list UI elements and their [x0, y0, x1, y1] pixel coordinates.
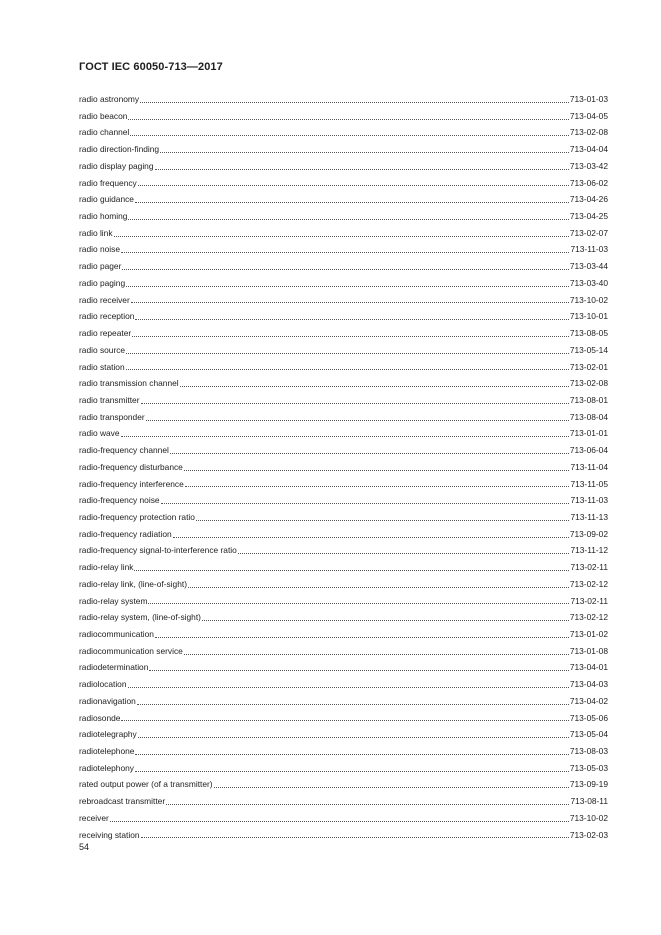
index-term: radiosonde: [79, 712, 121, 723]
index-reference: 713-08-04: [569, 411, 608, 422]
index-reference: 713-04-26: [569, 194, 608, 205]
index-term: radiotelephony: [79, 762, 134, 773]
dot-leader: [202, 620, 569, 621]
index-reference: 713-04-03: [569, 679, 608, 690]
dot-leader: [185, 486, 570, 487]
index-entry: [79, 726, 608, 743]
index-reference: 713-06-04: [569, 445, 608, 456]
index-entry: [79, 225, 608, 242]
dot-leader: [126, 369, 569, 370]
index-reference: 713-04-02: [569, 695, 608, 706]
index-reference: 713-09-02: [569, 528, 608, 539]
index-term: rated output power (of a transmitter): [79, 779, 213, 790]
dot-leader: [132, 336, 569, 337]
index-reference: 713-05-03: [569, 762, 608, 773]
index-reference: 713-06-02: [569, 177, 608, 188]
index-reference: 713-02-01: [569, 361, 608, 372]
index-reference: 713-08-01: [569, 394, 608, 405]
dot-leader: [130, 135, 569, 136]
index-reference: 713-03-44: [569, 261, 608, 272]
index-reference: 713-05-14: [569, 344, 608, 355]
index-reference: 713-04-01: [569, 662, 608, 673]
dot-leader: [138, 185, 569, 186]
index-term: radiotelegraphy: [79, 729, 137, 740]
index-term: radio repeater: [79, 328, 132, 339]
index-entry: [79, 208, 608, 225]
dot-leader: [138, 737, 569, 738]
dot-leader: [135, 771, 569, 772]
dot-leader: [137, 704, 569, 705]
dot-leader: [160, 152, 569, 153]
index-entry: [79, 342, 608, 359]
index-entry: [79, 392, 608, 409]
index-entry: [79, 776, 608, 793]
index-entry: [79, 292, 608, 309]
dot-leader: [114, 236, 569, 237]
index-term: radio-relay system, (line-of-sight): [79, 612, 201, 623]
index-entry: [79, 409, 608, 426]
dot-leader: [121, 252, 569, 253]
dot-leader: [128, 687, 569, 688]
index-term: radio-relay system: [79, 595, 148, 606]
index-reference: 713-02-08: [569, 127, 608, 138]
index-reference: 713-08-05: [569, 328, 608, 339]
index-entry: [79, 308, 608, 325]
index-term: radio transmitter: [79, 394, 140, 405]
index-term: radiocommunication: [79, 629, 154, 639]
index-term: radio beacon: [79, 110, 128, 121]
index-term: radio direction-finding: [79, 144, 160, 155]
dot-leader: [141, 403, 569, 404]
index-term: radio channel: [79, 127, 130, 138]
index-reference: 713-05-06: [569, 712, 608, 723]
index-entry: [79, 609, 608, 626]
index-reference: 713-04-05: [569, 110, 608, 121]
index-term: radio reception: [79, 311, 135, 322]
index-entry: [79, 810, 608, 827]
index-reference: 713-11-03: [570, 244, 608, 255]
index-term: radio guidance: [79, 194, 134, 205]
index-term: radionavigation: [79, 695, 136, 706]
index-reference: 713-11-13: [570, 511, 608, 522]
index-entry: [79, 593, 608, 610]
document-header: ГОСТ IEC 60050-713—2017: [79, 61, 223, 73]
index-reference: 713-10-02: [569, 294, 608, 305]
dot-leader: [166, 804, 569, 805]
dot-leader: [135, 319, 568, 320]
index-reference: 713-02-08: [569, 378, 608, 389]
index-reference: 713-02-11: [570, 595, 608, 606]
index-term: radio frequency: [79, 177, 137, 188]
index-entry: [79, 476, 608, 493]
index-entry: [79, 509, 608, 526]
index-term: radio receiver: [79, 294, 130, 305]
index-reference: 713-03-42: [569, 160, 608, 171]
index-term: rebroadcast transmitter: [79, 796, 166, 807]
index-entry: [79, 659, 608, 676]
dot-leader: [121, 436, 569, 437]
index-reference: 713-11-12: [570, 545, 608, 556]
dot-leader: [161, 503, 570, 504]
index-reference: 713-01-03: [569, 94, 608, 104]
index-reference: 713-01-02: [569, 629, 608, 639]
index-entry: [79, 191, 608, 208]
dot-leader: [121, 720, 568, 721]
index-reference: 713-08-11: [570, 796, 608, 807]
term-index-list: [79, 91, 608, 843]
index-reference: 713-02-12: [569, 578, 608, 589]
index-entry: [79, 626, 608, 643]
dot-leader: [148, 603, 569, 604]
dot-leader: [140, 102, 569, 103]
index-entry: [79, 576, 608, 593]
dot-leader: [128, 119, 568, 120]
index-entry: [79, 124, 608, 141]
index-term: radio display paging: [79, 160, 154, 171]
index-reference: 713-10-02: [569, 812, 608, 823]
index-term: radio-relay link: [79, 562, 134, 573]
index-entry: [79, 325, 608, 342]
index-entry: [79, 175, 608, 192]
index-entry: [79, 359, 608, 376]
index-reference: 713-02-07: [569, 227, 608, 238]
index-entry: [79, 158, 608, 175]
dot-leader: [196, 520, 570, 521]
index-entry: [79, 710, 608, 727]
index-term: radio noise: [79, 244, 120, 255]
page-number: 54: [79, 842, 90, 852]
dot-leader: [155, 169, 569, 170]
index-reference: 713-04-04: [569, 144, 608, 155]
dot-leader: [184, 654, 569, 655]
index-term: radio paging: [79, 277, 126, 288]
index-reference: 713-05-04: [569, 729, 608, 740]
index-term: radiolocation: [79, 679, 127, 690]
index-entry: [79, 459, 608, 476]
dot-leader: [170, 453, 569, 454]
index-term: radio-frequency interference: [79, 478, 184, 489]
index-entry: [79, 793, 608, 810]
dot-leader: [110, 821, 569, 822]
index-entry: [79, 258, 608, 275]
index-reference: 713-10-01: [569, 311, 608, 322]
dot-leader: [149, 670, 568, 671]
index-entry: [79, 676, 608, 693]
dot-leader: [122, 269, 568, 270]
dot-leader: [131, 302, 569, 303]
index-entry: [79, 492, 608, 509]
dot-leader: [238, 553, 570, 554]
index-reference: 713-11-03: [570, 495, 608, 506]
index-entry: [79, 375, 608, 392]
index-term: radio-frequency noise: [79, 495, 160, 506]
index-term: radio-frequency protection ratio: [79, 511, 195, 522]
dot-leader: [184, 470, 570, 471]
index-term: radiodetermination: [79, 662, 149, 673]
dot-leader: [128, 219, 568, 220]
index-term: radio-frequency radiation: [79, 528, 172, 539]
index-term: radiotelephone: [79, 746, 135, 757]
index-entry: [79, 141, 608, 158]
index-term: radio astronomy: [79, 94, 140, 104]
index-term: radio-frequency channel: [79, 445, 169, 456]
index-term: radio-frequency disturbance: [79, 461, 183, 472]
index-reference: 713-01-01: [569, 428, 608, 439]
index-entry: [79, 442, 608, 459]
dot-leader: [188, 587, 569, 588]
index-entry: [79, 425, 608, 442]
dot-leader: [214, 787, 569, 788]
index-entry: [79, 693, 608, 710]
dot-leader: [155, 637, 569, 638]
dot-leader: [135, 202, 569, 203]
index-reference: 713-11-05: [570, 478, 608, 489]
index-entry: [79, 643, 608, 660]
index-reference: 713-02-12: [569, 612, 608, 623]
index-term: radio source: [79, 344, 126, 355]
index-reference: 713-02-03: [569, 829, 608, 840]
index-reference: 713-01-08: [569, 645, 608, 656]
index-reference: 713-03-40: [569, 277, 608, 288]
index-entry: [79, 559, 608, 576]
index-entry: [79, 743, 608, 760]
index-term: radio transponder: [79, 411, 145, 422]
dot-leader: [173, 537, 569, 538]
index-term: radio link: [79, 227, 113, 238]
dot-leader: [126, 353, 569, 354]
index-entry: [79, 108, 608, 125]
index-term: receiving station: [79, 829, 140, 840]
index-reference: 713-02-11: [570, 562, 608, 573]
dot-leader: [141, 837, 569, 838]
dot-leader: [180, 386, 569, 387]
index-term: radio homing: [79, 211, 128, 222]
index-term: radio pager: [79, 261, 122, 272]
index-reference: 713-08-03: [569, 746, 608, 757]
index-reference: 713-09-19: [569, 779, 608, 790]
index-entry: [79, 91, 608, 108]
index-term: radio-frequency signal-to-interference ratio: [79, 545, 237, 556]
index-term: radio-relay link, (line-of-sight): [79, 578, 187, 589]
index-entry: [79, 241, 608, 258]
dot-leader: [126, 286, 569, 287]
index-entry: [79, 275, 608, 292]
index-term: radio transmission channel: [79, 378, 179, 389]
index-term: radiocommunication service: [79, 645, 183, 656]
dot-leader: [146, 420, 569, 421]
index-entry: [79, 827, 608, 844]
index-entry: [79, 542, 608, 559]
dot-leader: [134, 570, 569, 571]
dot-leader: [135, 754, 568, 755]
index-reference: 713-11-04: [570, 461, 608, 472]
index-term: receiver: [79, 812, 109, 823]
index-term: radio wave: [79, 428, 120, 439]
index-reference: 713-04-25: [569, 211, 608, 222]
index-entry: [79, 760, 608, 777]
index-term: radio station: [79, 361, 125, 372]
index-entry: [79, 526, 608, 543]
